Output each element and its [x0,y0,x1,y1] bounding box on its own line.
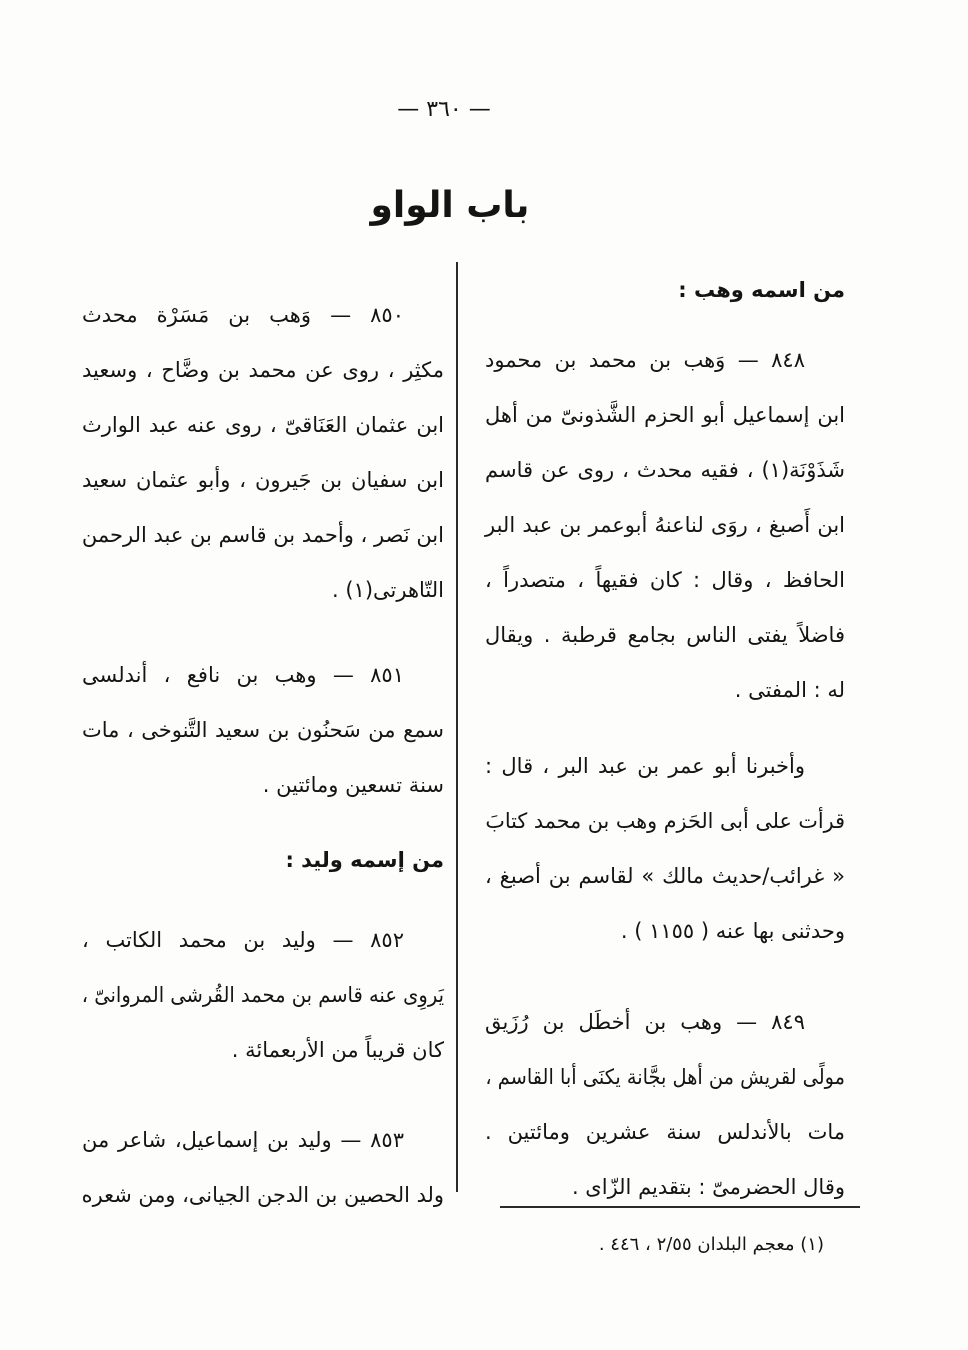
entry-line [485,849,845,904]
entry-line [82,913,444,968]
entry-line-text: ابن سفيان بن جَيرون ، وأبو عثمان سعيد [82,468,444,492]
entry-line [485,739,845,794]
entry-848 [485,333,845,718]
entry-line [485,663,845,718]
entry-line [82,1113,444,1168]
entry-line [82,343,444,398]
entry-line-text: له : المفتى . [734,678,845,702]
entry-line [82,563,444,618]
entry-line [485,904,845,959]
entry-line-text: ٨٤٨ — وَهب بن محمد بن محمود [485,348,805,372]
entry-line-text: مكثِر ، روى عن محمد بن وضَّاح ، وسعيد [82,358,444,382]
entry-line [82,398,444,453]
entry-line [485,995,845,1050]
entry-line [81,968,444,1023]
entry-line-text: قرأت على أبى الحَزم وهب بن محمد كتابَ [485,809,845,833]
entry-line [485,1050,845,1105]
section-heading-text: من اسمه وهب : [678,278,845,302]
entry-line [485,388,845,443]
left-column [82,288,444,1223]
entry-line-text: ابن إسماعيل أبو الحزم الشَّذونىّ من أهل [485,403,845,427]
entry-line-text: ولد الحصين بن الدجن الجيانى، ومن شعره [81,1183,444,1207]
entry-line-text: كان قريباً من الأربعمائة . [231,1038,444,1062]
entry-line-text: الحافظ ، وقال : كان فقيهاً ، متصدراً ، [485,568,845,592]
entry-line-text: وقال الحضرمىّ : بتقديم الزّاى . [571,1175,845,1199]
entry-line-text: مات بالأندلس سنة عشرين ومائتين . [485,1120,845,1144]
footnote: (١) معجم البلدان ٢/٥٥ ، ٤٤٦ . [598,1234,824,1255]
entry-line-text: التّاهرتى(١) . [332,578,444,602]
entry-line-text: « غرائب/حديث مالك » لقاسم بن أصبغ ، [485,864,845,888]
entry-851 [82,648,444,813]
section-heading-walid [82,833,444,888]
entry-line [81,1168,444,1223]
entry-line [485,443,845,498]
chapter-title: باب الواو [370,185,530,226]
entry-line [82,453,444,508]
entry-line [82,288,444,343]
entry-line [82,758,444,813]
entry-852 [82,913,444,1078]
entry-line [82,648,444,703]
entry-line-text: ٨٥٣ — وليد بن إسماعيل، شاعر من [82,1128,404,1152]
entry-848-note [485,739,845,959]
entry-849 [485,995,845,1215]
entry-line [485,498,845,553]
entry-line-text: ٨٥١ — وهب بن نافع ، أندلسى [82,663,404,687]
entry-line-text: ابن عثمان العَنَاقىّ ، روى عنه عبد الوارث [82,413,444,437]
entry-line [485,794,845,849]
entry-line-text: وأخبرنا أبو عمر بن عبد البر ، قال : [485,754,805,778]
page-number: — ٣٦٠ — [397,97,491,122]
entry-line-text: يَروِى عنه قاسم بن محمد القُرشى المروانىّ ، [81,983,444,1007]
column-divider [456,262,458,1192]
entry-line [485,1105,845,1160]
entry-line-text: فاضلاً يفتى الناس بجامع قرطبة . ويقال [485,623,845,647]
entry-line-text: وحدثنى بها عنه ( ١١٥٥ ) . [620,919,845,943]
entry-853 [82,1113,444,1223]
entry-850 [82,288,444,618]
entry-line-text: ٨٤٩ — وهب بن أخطَل بن رُزَيق [485,1010,805,1034]
entry-line-text: مولًى لقريش من أهل بجَّانة يكنَى أبا القاسم ، [485,1065,845,1089]
entry-line-text: شَذَوْنَة(١) ، فقيه محدث ، روى عن قاسم [485,458,845,482]
section-heading-wahb [485,263,845,318]
entry-line-text: سنة تسعين ومائتين . [262,773,444,797]
entry-line-text: ٨٥٠ — وَهب بن مَسَرْة محدث [82,303,404,327]
entry-line-text: ابن أَصبغ ، روَى لناعنهُ أبوعمر بن عبد البر [485,513,845,537]
entry-line [485,608,845,663]
right-column [485,263,845,1215]
entry-line-text: ابن نَصر ، وأحمد بن قاسم بن عبد الرحمن [81,523,444,547]
entry-line [82,508,444,563]
footnote-rule [500,1206,860,1208]
entry-line [82,1023,444,1078]
section-heading-text: من إسمه وليد : [285,848,444,872]
entry-line-text: سمع من سَحنُون بن سعيد التَّنوخى ، مات [82,718,444,742]
entry-line-text: ٨٥٢ — وليد بن محمد الكاتب ، [82,928,404,952]
entry-line [485,553,845,608]
entry-line [82,703,444,758]
entry-line [485,333,845,388]
